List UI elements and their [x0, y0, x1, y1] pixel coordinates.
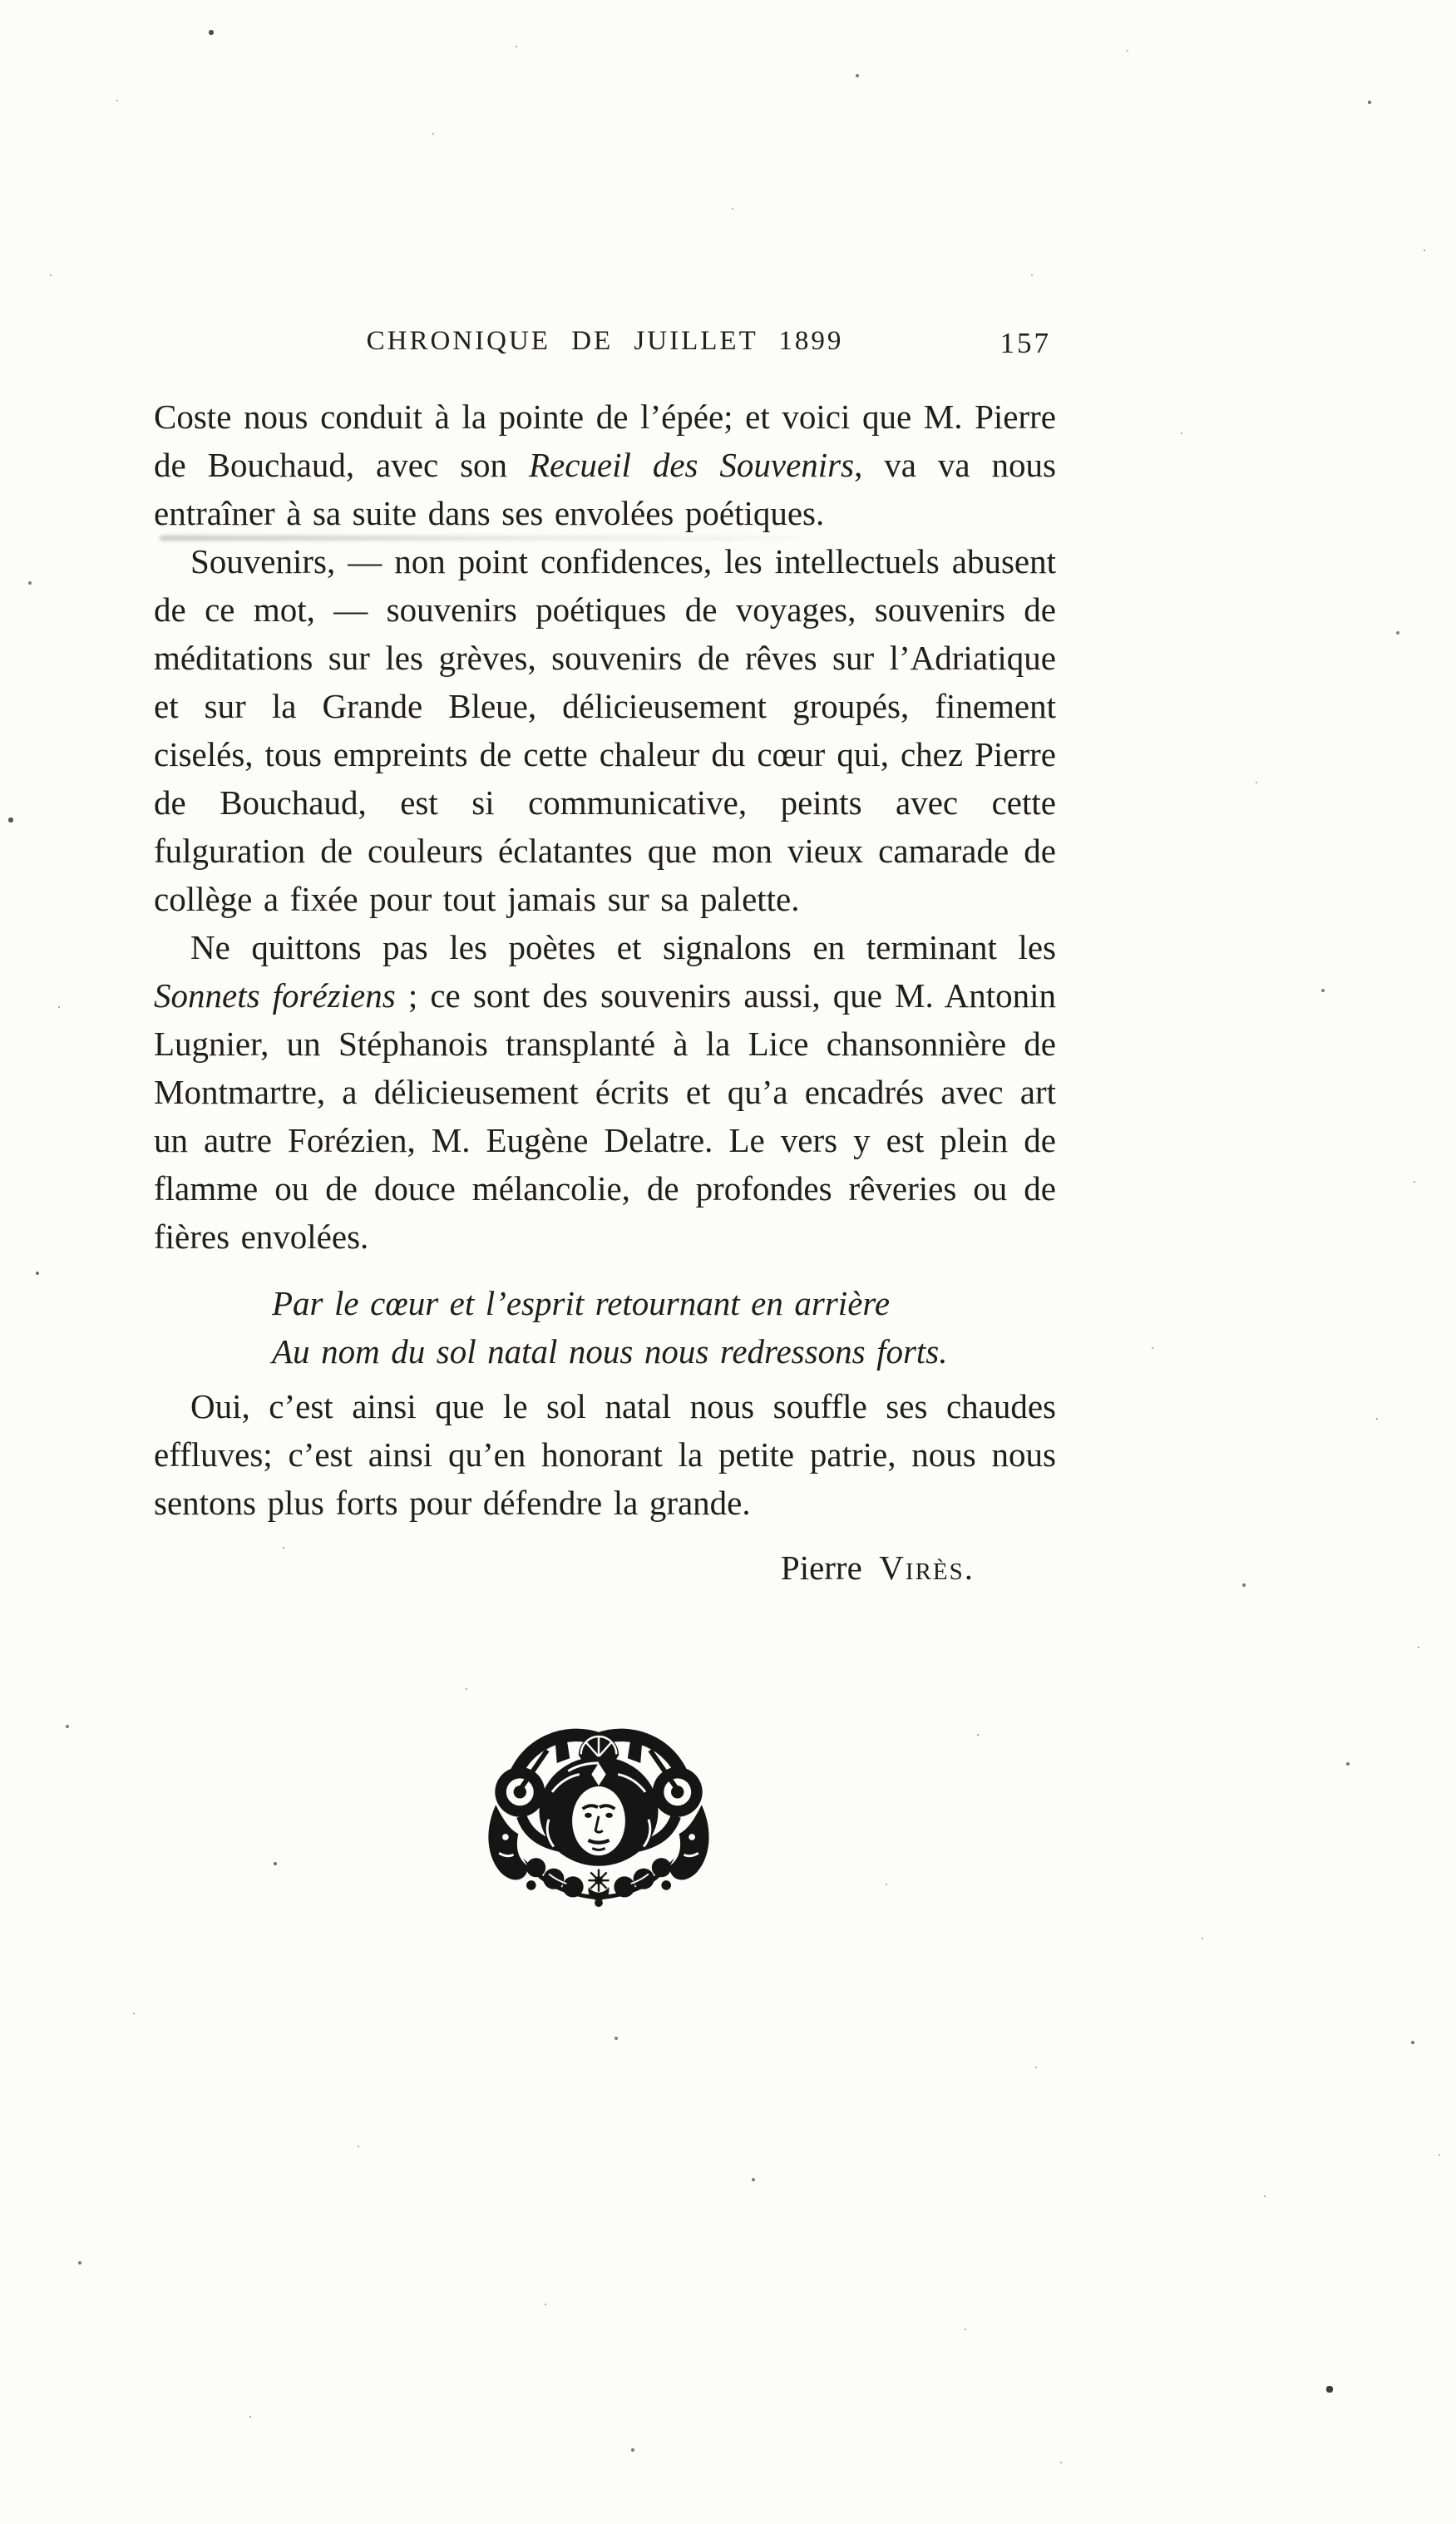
- verse-line-1: Par le cœur et l’esprit retournant en arrière: [272, 1284, 891, 1322]
- paragraph-sonnets-foreziens: Ne quittons pas les poètes et signalons en terminant les Sonnets foréziens ; ce sont des souvenirs aussi, que M. Antonin Lugnier, un Stéphanois transplanté à la Lice chansonnière de Montmartre, a délicieusement écrits et qu’a encadrés avec art un autre Forézien, M. Eugène Delatre. Le vers y est plein de flamme ou de douce mélancolie, de profondes rêveries ou de fières envolées.: [154, 928, 1056, 1256]
- text-column: [154, 393, 1056, 1592]
- grotesque-mask-ornament-illustration: [478, 1715, 719, 1908]
- verse-quotation: [154, 1279, 1056, 1376]
- paragraph-sol-natal: Oui, c’est ainsi que le sol natal nous souffle ses chaudes effluves; c’est ainsi qu’en honorant la petite patrie, nous nous sentons plus forts pour défendre la grande.: [154, 1387, 1056, 1522]
- signature-period: .: [964, 1548, 973, 1587]
- author-surname: Virès: [879, 1548, 965, 1587]
- author-first-name: Pierre: [780, 1548, 880, 1587]
- verse-line-2: Au nom du sol natal nous nous redressons forts.: [272, 1332, 948, 1371]
- scan-noise-specks: [0, 0, 2, 2]
- paragraph-coste: Coste nous conduit à la pointe de l’épée; et voici que M. Pierre de Bouchaud, avec son Recueil des Souvenirs, va va nous entraîner à sa suite dans ses envolées poétiques.: [154, 398, 1056, 532]
- tailpiece-vignette-icon: [478, 1715, 719, 1908]
- running-head: [154, 326, 1056, 364]
- page-number: 157: [999, 327, 1051, 359]
- author-signature: [154, 1544, 1056, 1592]
- paragraph-souvenirs: Souvenirs, — non point confidences, les intellectuels abusent de ce mot, — souvenirs poétiques de voyages, souvenirs de méditations sur les grèves, souvenirs de rêves sur l’Adriatique et sur la Grande Bleue, délicieusement groupés, finement ciselés, tous empreints de cette chaleur du cœur qui, chez Pierre de Bouchaud, est si communicative, peints avec cette fulguration de couleurs éclatantes que mon vieux camarade de collège a fixée pour tout jamais sur sa palette.: [154, 542, 1056, 918]
- running-head-title: CHRONIQUE DE JUILLET 1899: [366, 326, 844, 356]
